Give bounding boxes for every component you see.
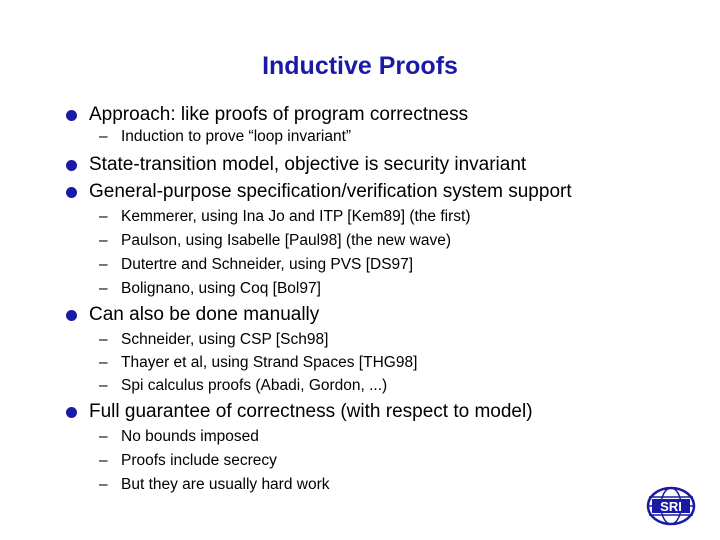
sub-bullet-item: Spi calculus proofs (Abadi, Gordon, ...) — [121, 377, 388, 394]
bullet-dot — [66, 160, 77, 171]
sub-bullet-dash: – — [99, 452, 108, 469]
bullet-dot — [66, 187, 77, 198]
sub-bullet-item: Proofs include secrecy — [121, 452, 277, 469]
sub-bullet-item: Schneider, using CSP [Sch98] — [121, 331, 329, 348]
logo-text: SRI — [660, 499, 682, 514]
sri-logo — [646, 486, 696, 526]
sub-bullet-item: Dutertre and Schneider, using PVS [DS97] — [121, 256, 414, 273]
bullet-item: Approach: like proofs of program correctness — [89, 104, 469, 125]
sub-bullet-item: Thayer et al, using Strand Spaces [THG98] — [121, 354, 418, 371]
bullet-dot — [66, 310, 77, 321]
sub-bullet-item: But they are usually hard work — [121, 476, 330, 493]
bullet-item: State-transition model, objective is security invariant — [89, 154, 527, 175]
sub-bullet-dash: – — [99, 476, 108, 493]
sub-bullet-dash: – — [99, 280, 108, 297]
sub-bullet-item: No bounds imposed — [121, 428, 259, 445]
sub-bullet-dash: – — [99, 232, 108, 249]
sub-bullet-item: Induction to prove “loop invariant” — [121, 128, 352, 145]
bullet-item: General-purpose specification/verification system support — [89, 181, 572, 202]
sub-bullet-item: Bolignano, using Coq [Bol97] — [121, 280, 321, 297]
sub-bullet-dash: – — [99, 128, 108, 145]
bullet-dot — [66, 110, 77, 121]
bullet-item: Full guarantee of correctness (with respect to model) — [89, 401, 533, 422]
sub-bullet-item: Kemmerer, using Ina Jo and ITP [Kem89] (the first) — [121, 208, 471, 225]
sub-bullet-item: Paulson, using Isabelle [Paul98] (the new wave) — [121, 232, 452, 249]
sub-bullet-dash: – — [99, 331, 108, 348]
bullet-dot — [66, 407, 77, 418]
sub-bullet-dash: – — [99, 354, 108, 371]
sub-bullet-dash: – — [99, 428, 108, 445]
sub-bullet-dash: – — [99, 256, 108, 273]
sub-bullet-dash: – — [99, 208, 108, 225]
sub-bullet-dash: – — [99, 377, 108, 394]
slide-title: Inductive Proofs — [262, 52, 458, 80]
bullet-item: Can also be done manually — [89, 304, 320, 325]
